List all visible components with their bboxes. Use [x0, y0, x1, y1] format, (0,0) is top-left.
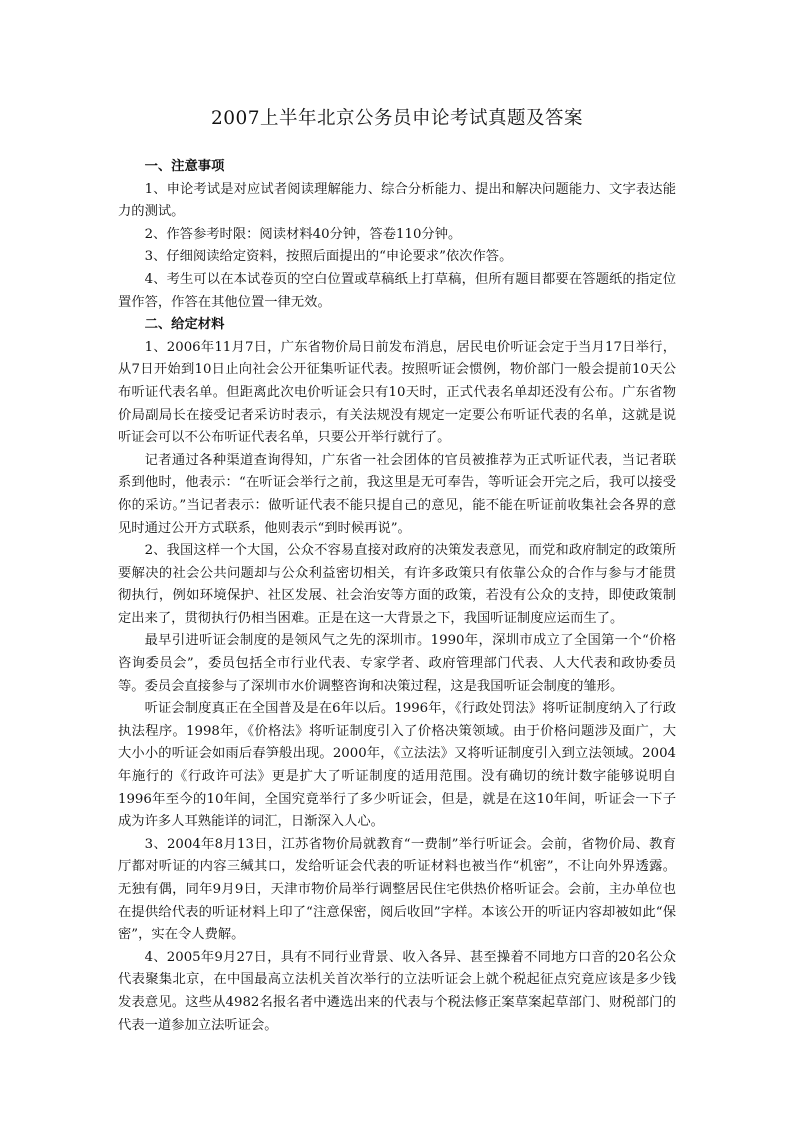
material-paragraph: 3、2004年8月13日，江苏省物价局就教育“一费制”举行听证会。会前，省物价局、教育厅都对听证的内容三缄其口，发给听证会代表的听证材料也被当作“机密”，不让向外界透露。无独有偶，同年9月9日，天津市物价局举行调整居民住宅供热价格听证会。会前，主办单位也在提供给代表的听证材料上印了“注意保密，阅后收回”字样。本该公开的听证内容却被如此“保密”，实在令人费解。 [118, 836, 676, 943]
section-heading-materials: 二、给定材料 [144, 317, 225, 333]
material-paragraph: 4、2005年9月27日，具有不同行业背景、收入各异、甚至操着不同地方口音的20名公众代表聚集北京，在中国最高立法机关首次举行的立法听证会上就个税起征点究竟应该是多少钱发表意见。这些从4982名报名者中遴选出来的代表与个税法修正案草案起草部门、财税部门的代表一道参加立法听证会。 [118, 949, 676, 1033]
material-paragraph: 2、我国这样一个大国，公众不容易直接对政府的决策发表意见，而党和政府制定的政策所要解决的社会公共问题却与公众利益密切相关，有许多政策只有依靠公众的合作与参与才能贯彻执行，例如环境保护、社区发展、社会治安等方面的政策，若没有公众的支持，即使政策制定出来了，贯彻执行仍相当困难。正是在这一大背景之下，我国听证制度应运而生了。 [118, 543, 676, 626]
notes-paragraph: 4、考生可以在本试卷页的空白位置或草稿纸上打草稿，但所有题目都要在答题纸的指定位置作答，作答在其他位置一律无效。 [118, 271, 676, 310]
section-heading-notes: 一、注意事项 [144, 159, 225, 174]
material-paragraph: 1、2006年11月7日，广东省物价局日前发布消息，居民电价听证会定于当月17日举行，从7日开始到10日止向社会公开征集听证代表。按照听证会惯例，物价部门一般会提前10天公布听证代表名单。但距离此次电价听证会只有10天时，正式代表名单却还没有公布。广东省物价局副局长在接受记者采访时表示，有关法规没有规定一定要公布听证代表的名单，这就是说听证会可以不公布听证代表名单，只要公开举行就行了。 [118, 339, 676, 446]
material-paragraph: 听证会制度真正在全国普及是在6年以后。1996年，《行政处罚法》将听证制度纳入了行政执法程序。1998年，《价格法》将听证制度引入了价格决策领域。由于价格问题涉及面广，大大小小的听证会如雨后春笋般出现。2000年，《立法法》又将听证制度引入到立法领域。2004年施行的《行政许可法》更是扩大了听证制度的适用范围。没有确切的统计数字能够说明自1996年至今的10年间，全国究竟举行了多少听证会，但是，就是在这10年间，听证会一下子成为许多人耳熟能详的词汇，日渐深入人心。 [118, 701, 676, 830]
document-body [118, 156, 676, 1037]
notes-paragraph: 2、作答参考时限：阅读材料40分钟，答卷110分钟。 [144, 226, 462, 242]
notes-paragraph: 3、仔细阅读给定资料，按照后面提出的“申论要求”依次作答。 [144, 249, 513, 265]
material-paragraph: 记者通过各种渠道查询得知，广东省一社会团体的官员被推荐为正式听证代表，当记者联系到他时，他表示：“在听证会举行之前，我这里是无可奉告，等听证会开完之后，我可以接受你的采访。”当记者表示：做听证代表不能只提自己的意见，能不能在听证前收集社会各界的意见时通过公开方式联系，他则表示“到时候再说”。 [118, 452, 676, 536]
notes-paragraph: 1、申论考试是对应试者阅读理解能力、综合分析能力、提出和解决问题能力、文字表达能力的测试。 [118, 181, 676, 220]
document-title: 2007上半年北京公务员申论考试真题及答案 [210, 108, 584, 129]
material-paragraph: 最早引进听证会制度的是领风气之先的深圳市。1990年，深圳市成立了全国第一个“价格咨询委员会”，委员包括全市行业代表、专家学者、政府管理部门代表、人大代表和政协委员等。委员会直接参与了深圳市水价调整咨询和决策过程，这是我国听证会制度的雏形。 [118, 633, 676, 694]
